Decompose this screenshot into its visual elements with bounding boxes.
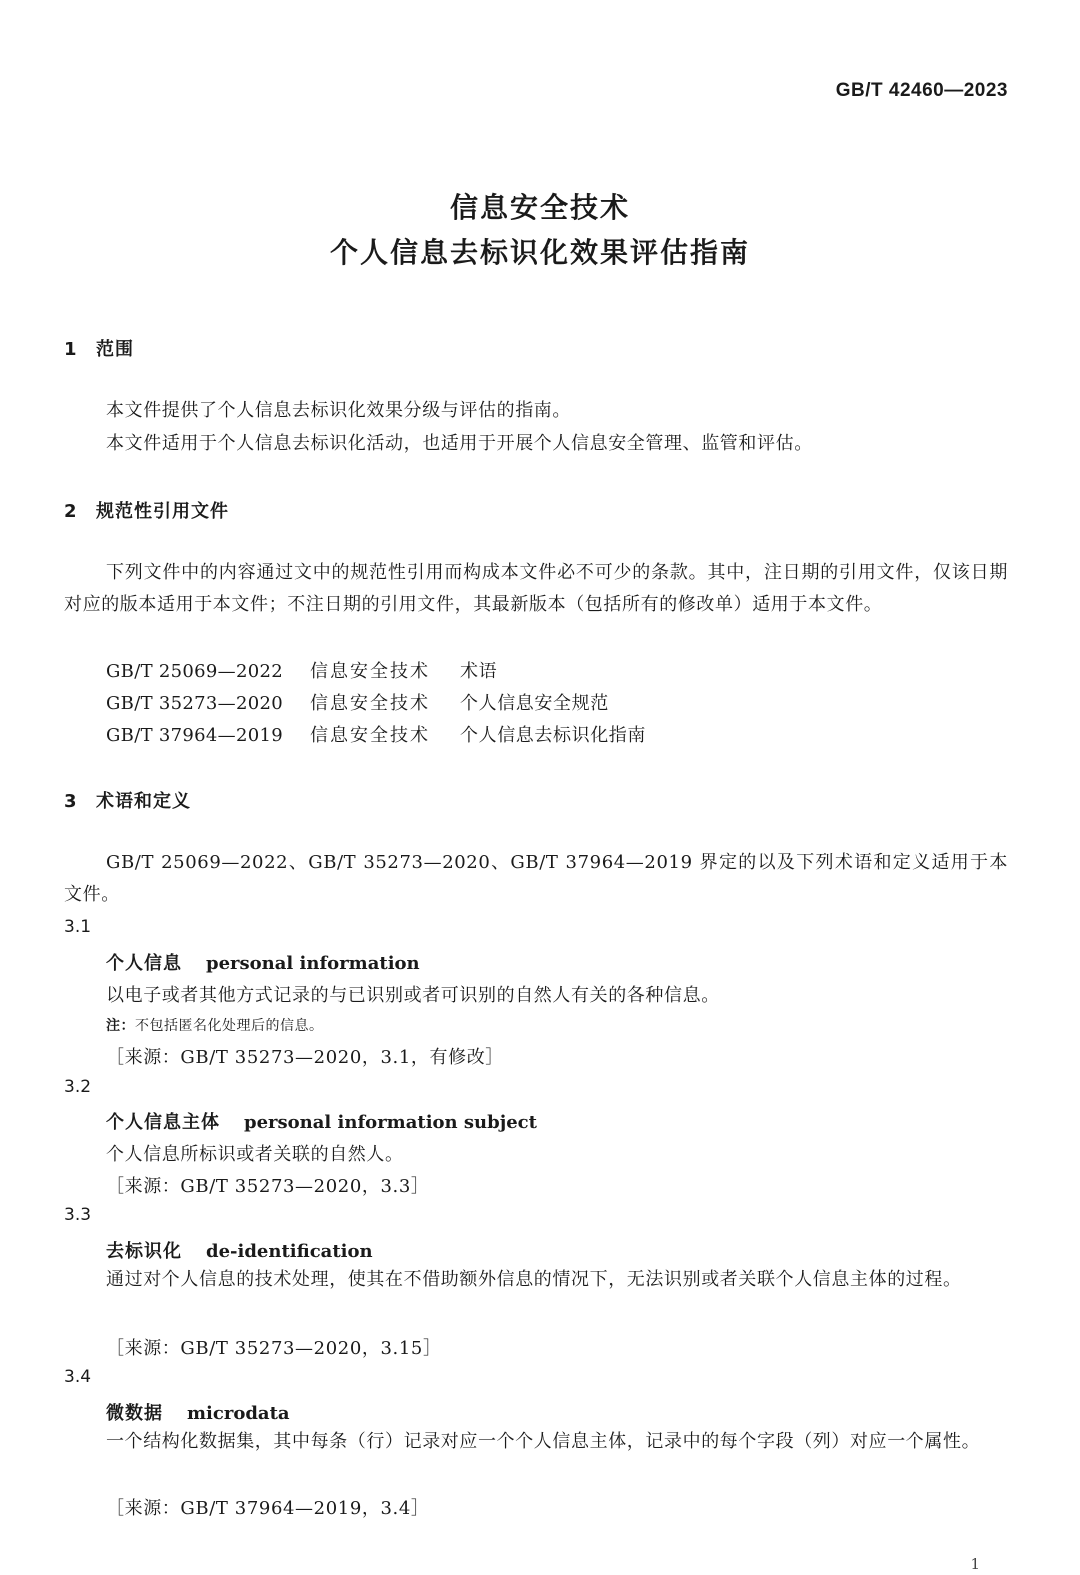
reference-category: 信息安全技术 — [310, 693, 430, 714]
term-number: 3.4 — [64, 1367, 92, 1387]
term-number: 3.2 — [64, 1077, 92, 1097]
section-2-paragraph-1: 下列文件中的内容通过文中的规范性引用而构成本文件必不可少的条款。其中，注日期的引用文件，仅该日期对应的版本适用于本文件；不注日期的引用文件，其最新版本（包括所有的修改单）适用于本文件。 — [64, 562, 1008, 615]
term-heading — [106, 1399, 290, 1425]
normative-reference-2 — [106, 689, 609, 715]
reference-code: GB/T 35273—2020 — [106, 693, 283, 714]
term-chinese: 个人信息主体 — [106, 1112, 220, 1133]
section-3-paragraph-1: GB/T 25069—2022、GB/T 35273—2020、GB/T 37964—2019 界定的以及下列术语和定义适用于本文件。 — [64, 852, 1008, 905]
term-heading — [106, 1237, 373, 1263]
reference-code: GB/T 25069—2022 — [106, 661, 283, 682]
term-definition: 通过对个人信息的技术处理，使其在不借助额外信息的情况下，无法识别或者关联个人信息主体的过程。 — [106, 1269, 962, 1290]
term-source: ［来源：GB/T 35273—2020，3.3］ — [106, 1176, 430, 1197]
section-1-paragraph-2: 本文件适用于个人信息去标识化活动，也适用于开展个人信息安全管理、监管和评估。 — [106, 433, 813, 454]
section-title: 范围 — [96, 339, 134, 360]
section-2-heading — [64, 497, 229, 523]
section-3-heading — [64, 787, 191, 813]
term-english: personal information — [206, 953, 420, 974]
section-number: 2 — [64, 501, 78, 522]
term-source: ［来源：GB/T 35273—2020，3.1，有修改］ — [106, 1047, 504, 1068]
section-number: 1 — [64, 339, 78, 360]
reference-category: 信息安全技术 — [310, 661, 430, 682]
section-title: 规范性引用文件 — [96, 501, 229, 522]
reference-name: 个人信息去标识化指南 — [460, 725, 646, 746]
document-title-line2: 个人信息去标识化效果评估指南 — [329, 236, 750, 269]
term-chinese: 个人信息 — [106, 953, 182, 974]
term-definition: 一个结构化数据集，其中每条（行）记录对应一个个人信息主体，记录中的每个字段（列）对应一个属性。 — [106, 1431, 981, 1452]
document-title-line1: 信息安全技术 — [449, 191, 630, 224]
term-chinese: 去标识化 — [106, 1241, 182, 1262]
term-number: 3.3 — [64, 1205, 92, 1225]
term-english: personal information subject — [244, 1112, 537, 1133]
section-1-paragraph-1: 本文件提供了个人信息去标识化效果分级与评估的指南。 — [106, 400, 571, 421]
note-text: 不包括匿名化处理后的信息。 — [135, 1018, 324, 1034]
term-heading — [106, 949, 420, 975]
term-definition: 个人信息所标识或者关联的自然人。 — [106, 1144, 404, 1165]
term-english: microdata — [187, 1403, 290, 1424]
term-number: 3.1 — [64, 917, 92, 937]
standard-number: GB/T 42460—2023 — [835, 80, 1008, 101]
term-heading — [106, 1108, 537, 1134]
normative-reference-3 — [106, 721, 646, 747]
term-note — [106, 1015, 324, 1035]
term-definition: 以电子或者其他方式记录的与已识别或者可识别的自然人有关的各种信息。 — [106, 985, 720, 1006]
section-1-heading — [64, 335, 134, 361]
reference-name: 术语 — [460, 661, 498, 682]
note-label: 注： — [106, 1018, 135, 1034]
section-number: 3 — [64, 791, 78, 812]
term-source: ［来源：GB/T 37964—2019，3.4］ — [106, 1498, 430, 1519]
term-chinese: 微数据 — [106, 1403, 163, 1424]
term-english: de-identification — [206, 1241, 373, 1262]
term-source: ［来源：GB/T 35273—2020，3.15］ — [106, 1338, 442, 1359]
reference-name: 个人信息安全规范 — [460, 693, 609, 714]
reference-code: GB/T 37964—2019 — [106, 725, 283, 746]
section-title: 术语和定义 — [96, 791, 191, 812]
reference-category: 信息安全技术 — [310, 725, 430, 746]
page-number: 1 — [970, 1555, 980, 1573]
normative-reference-1 — [106, 657, 497, 683]
